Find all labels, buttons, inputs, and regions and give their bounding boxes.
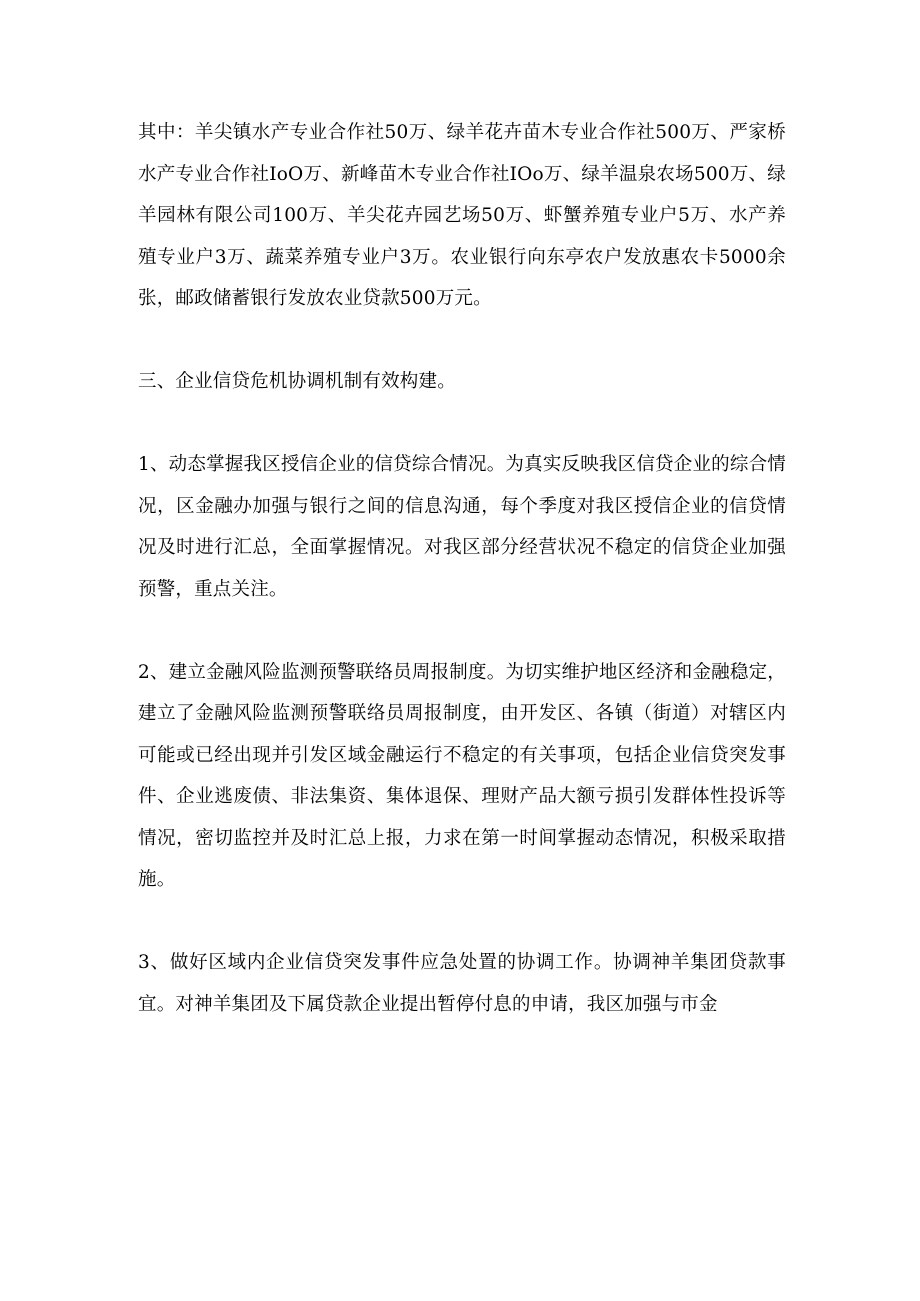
paragraph-spacer: [138, 320, 786, 362]
paragraph-item-1: 1、动态掌握我区授信企业的信贷综合情况。为真实反映我区信贷企业的综合情况，区金融办加强与银行之间的信息沟通，每个季度对我区授信企业的信贷情况及时进行汇总，全面掌握情况。对我区部分经营状况不稳定的信贷企业加强预警，重点关注。: [138, 454, 786, 600]
paragraph-item-3: 3、做好区域内企业信贷突发事件应急处置的协调工作。协调神羊集团贷款事宜。对神羊集团及下属贷款企业提出暂停付息的申请，我区加强与市金: [138, 952, 786, 1015]
section-heading-3: 三、企业信贷危机协调机制有效构建。: [138, 371, 456, 392]
paragraph-loan-list: 其中：羊尖镇水产专业合作社50万、绿羊花卉苗木专业合作社500万、严家桥水产专业合作社IoO万、新峰苗木专业合作社IOo万、绿羊温泉农场500万、绿羊园林有限公司100万、羊尖花卉园艺场50万、虾蟹养殖专业户5万、水产养殖专业户3万、蔬菜养殖专业户3万。农业银行向东亭农户发放惠农卡5000余张，邮政储蓄银行发放农业贷款500万元。: [138, 122, 786, 309]
paragraph-spacer: [138, 610, 786, 652]
document-body: [138, 112, 786, 1025]
paragraph-item-2: 2、建立金融风险监测预警联络员周报制度。为切实维护地区经济和金融稳定，建立了金融风险监测预警联络员周报制度，由开发区、各镇（街道）对辖区内可能或已经出现并引发区域金融运行不稳定的有关事项，包括企业信贷突发事件、企业逃废债、非法集资、集体退保、理财产品大额亏损引发群体性投诉等情况，密切监控并及时汇总上报，力求在第一时间掌握动态情况，积极采取措施。: [138, 661, 786, 890]
paragraph-spacer: [138, 901, 786, 943]
paragraph-spacer: [138, 403, 786, 445]
